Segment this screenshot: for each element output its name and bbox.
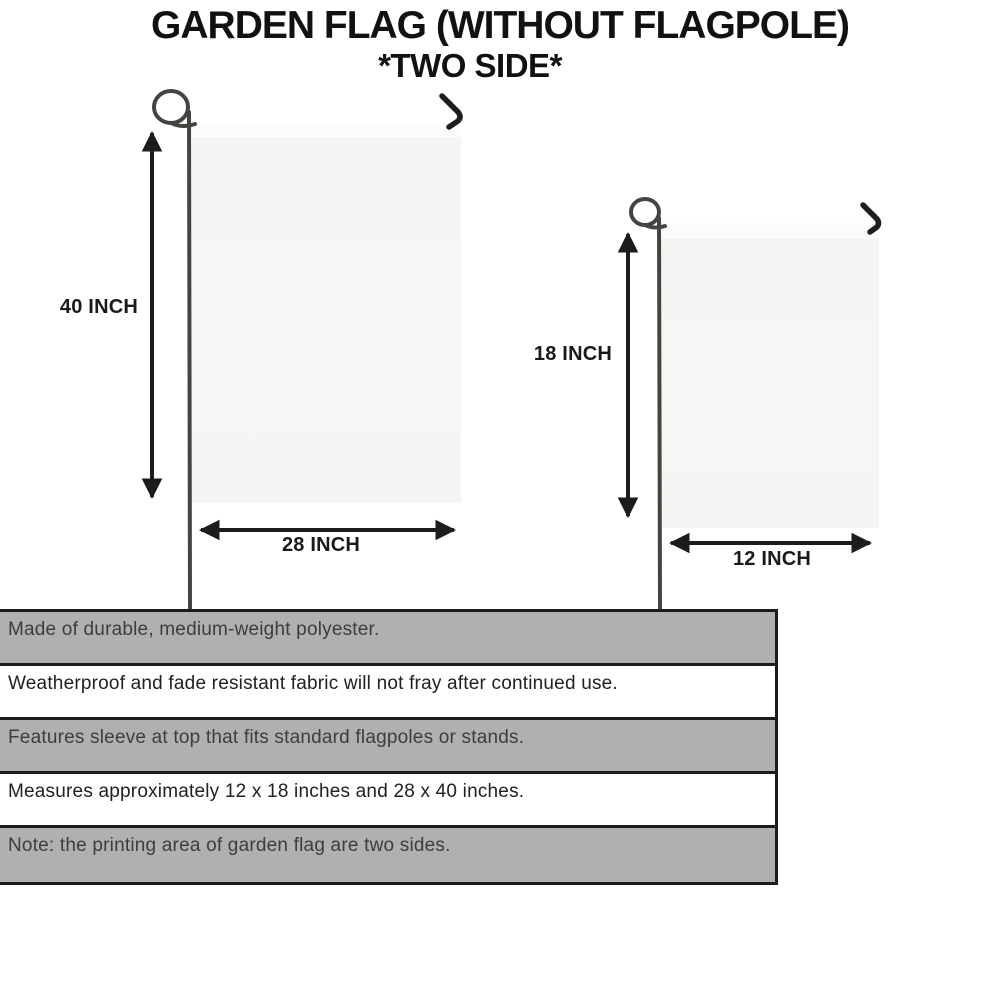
small-crossbar-hook-icon bbox=[863, 205, 879, 232]
small-flagpole bbox=[659, 218, 660, 609]
feature-text: Made of durable, medium-weight polyester. bbox=[8, 619, 380, 640]
feature-row bbox=[0, 666, 775, 720]
large-flagpole-loop-icon bbox=[154, 91, 188, 123]
feature-row bbox=[0, 612, 775, 666]
feature-row bbox=[0, 774, 775, 828]
small-flag-width-label: 12 INCH bbox=[732, 548, 812, 570]
large-flagpole-loop-tail bbox=[171, 123, 195, 126]
feature-text: Features sleeve at top that fits standard flagpoles or stands. bbox=[8, 727, 525, 748]
large-flag-height-label: 40 INCH bbox=[59, 296, 138, 318]
title-line-1: GARDEN FLAG (WITHOUT FLAGPOLE) bbox=[151, 4, 849, 47]
feature-text: Measures approximately 12 x 18 inches and 28 x 40 inches. bbox=[8, 781, 525, 802]
feature-table bbox=[0, 609, 778, 885]
feature-text: Note: the printing area of garden flag are two sides. bbox=[8, 835, 451, 856]
feature-row bbox=[0, 720, 775, 774]
title-line-2: *TWO SIDE* bbox=[378, 47, 562, 84]
small-flagpole-loop-icon bbox=[631, 199, 659, 225]
small-flagpole-loop-tail bbox=[645, 225, 665, 228]
small-flag-height-label: 18 INCH bbox=[533, 343, 612, 365]
large-flagpole bbox=[189, 112, 190, 609]
feature-row bbox=[0, 828, 775, 882]
large-crossbar-hook-icon bbox=[442, 96, 460, 127]
large-flag-width-label: 28 INCH bbox=[281, 534, 361, 556]
feature-text: Weatherproof and fade resistant fabric will not fray after continued use. bbox=[8, 673, 618, 694]
